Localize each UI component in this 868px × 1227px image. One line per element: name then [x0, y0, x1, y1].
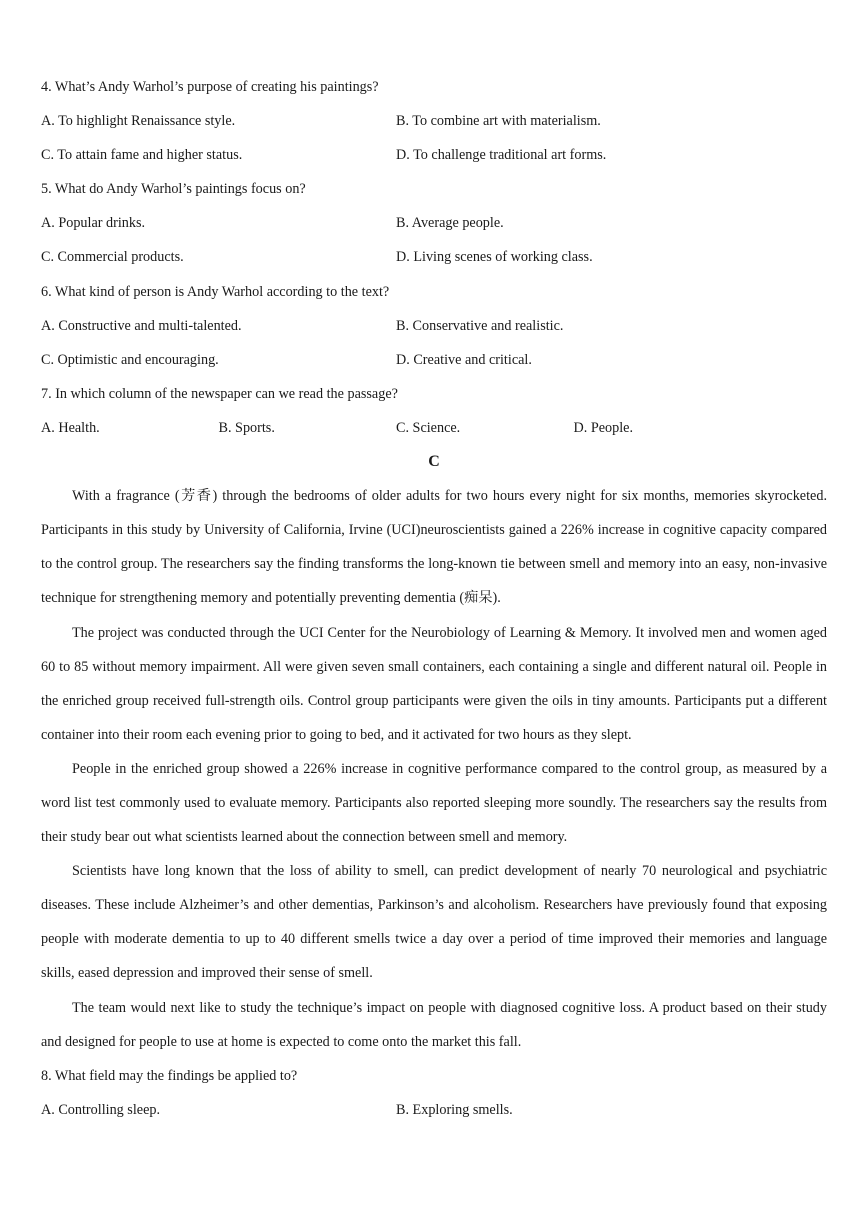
question-6-option-c: C. Optimistic and encouraging.: [41, 351, 219, 368]
question-5-stem: 5. What do Andy Warhol’s paintings focus on?: [41, 181, 306, 198]
question-5-option-a: A. Popular drinks.: [41, 215, 146, 232]
question-4-option-a: A. To highlight Renaissance style.: [41, 113, 236, 130]
question-4-option-b: B. To combine art with materialism.: [396, 113, 601, 130]
question-7-options-row: [41, 411, 827, 445]
question-4-option-c: C. To attain fame and higher status.: [41, 147, 243, 164]
question-4-stem: 4. What’s Andy Warhol’s purpose of creating his paintings?: [41, 79, 379, 95]
question-7-option-b: B. Sports.: [218, 419, 275, 436]
question-7-option-a: A. Health.: [41, 419, 100, 436]
question-6-option-b: B. Conservative and realistic.: [396, 317, 564, 334]
question-8-option-b: B. Exploring smells.: [396, 1101, 513, 1118]
question-4-option-d: D. To challenge traditional art forms.: [396, 147, 607, 164]
question-5-options-row-1: [41, 206, 827, 240]
question-7-stem: 7. In which column of the newspaper can we read the passage?: [41, 385, 398, 402]
question-5-option-c: C. Commercial products.: [41, 249, 184, 266]
question-7-option-c: C. Science.: [396, 419, 461, 436]
question-6-stem: 6. What kind of person is Andy Warhol according to the text?: [41, 283, 390, 300]
passage-paragraph-1: With a fragrance (芳香) through the bedrooms of older adults for two hours every night for six months, memories skyrocketed. Participants in this study by University of California, Irvine (UCI)neuroscientists gained a 226% increase in cognitive capacity compared to the control group. The researchers say the finding transforms the long-known tie between smell and memory into an easy, non-invasive technique for strengthening memory and potentially preventing dementia (痴呆).: [41, 488, 827, 607]
question-8-stem: 8. What field may the findings be applied to?: [41, 1067, 298, 1084]
question-6-options-row-2: [41, 343, 827, 377]
question-4-options-row-2: [41, 138, 827, 172]
question-6-option-d: D. Creative and critical.: [396, 351, 532, 368]
section-title: C: [428, 453, 440, 471]
document-page: [41, 70, 827, 1127]
passage-paragraph-4: Scientists have long known that the loss of ability to smell, can predict development of nearly 70 neurological and psychiatric diseases. These include Alzheimer’s and other dementias, Parkinson’s and alcoholism. Researchers have previously found that exposing people with moderate dementia to up to 40 different smells twice a day over a period of time improved their memories and language skills, eased depression and improved their sense of smell.: [41, 863, 827, 982]
question-5-options-row-2: [41, 240, 827, 274]
question-8-options-row-1: [41, 1093, 827, 1127]
passage-paragraph-2: The project was conducted through the UCI Center for the Neurobiology of Learning & Memory. It involved men and women aged 60 to 85 without memory impairment. All were given seven small containers, each containing a single and different natural oil. People in the enriched group received full-strength oils. Control group participants were given the oils in tiny amounts. Participants put a different container into their room each evening prior to going to bed, and it activated for two hours as they slept.: [41, 624, 827, 743]
question-5-option-b: B. Average people.: [396, 215, 504, 232]
question-8-option-a: A. Controlling sleep.: [41, 1101, 161, 1118]
question-6-options-row-1: [41, 309, 827, 343]
question-5-option-d: D. Living scenes of working class.: [396, 249, 593, 266]
question-4-options-row-1: [41, 104, 827, 138]
passage-paragraph-3: People in the enriched group showed a 226% increase in cognitive performance compared to the control group, as measured by a word list test commonly used to evaluate memory. Participants also reported sleeping more soundly. The researchers say the results from their study bear out what scientists learned about the connection between smell and memory.: [41, 760, 827, 846]
passage-paragraph-5: The team would next like to study the technique’s impact on people with diagnosed cognitive loss. A product based on their study and designed for people to use at home is expected to come onto the market this fall.: [41, 999, 827, 1050]
question-7-option-d: D. People.: [573, 419, 634, 436]
question-6-option-a: A. Constructive and multi-talented.: [41, 317, 242, 334]
